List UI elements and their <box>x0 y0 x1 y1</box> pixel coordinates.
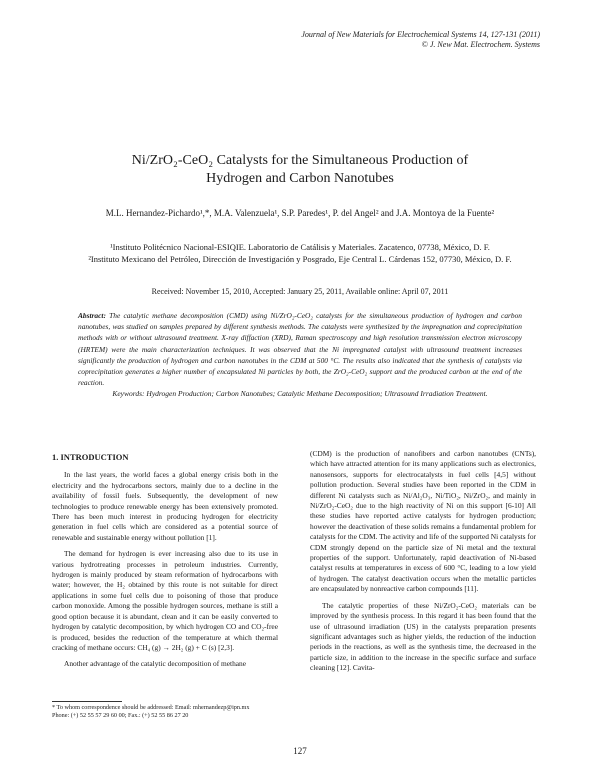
abstract <box>78 310 522 388</box>
paper-title-line1: Ni/ZrO₂-CeO₂ Catalysts for the Simultaneous Production of <box>131 153 469 168</box>
footnote-phone: Phone: (+) 52 55 57 29 60 00; Fax.: (+) 52 55 86 27 20 <box>52 712 189 719</box>
abstract-text: The catalytic methane decomposition (CMD) using Ni/ZrO₂-CeO₂ catalysts for the simultaneous production of hydrogen and carbon nanotubes, was studied on samples prepared by different synthesis methods. The catalysts were synthesized by the impregnation and coprecipitation methods with or without ultrasound treatment. X-ray diffaction (XRD), Raman spectroscopy and high resolution transmission electron microscopy (HRTEM) were the main characterization techniques. It was observed that the Ni impregnated catalyst with ultrasound treatment increases significantly the production of hydrogen and carbon nanotubes in the CDM at 500 °C. The results also indicated that the synthesis of catalysts via coprecipitation generates a higher number of encapsulated Ni particles by both, the ZrO₂-CeO₂ support and the produced carbon at the end of the reaction. <box>78 311 522 388</box>
paragraph: Another advantage of the catalytic decomposition of methane <box>64 659 247 669</box>
affiliation-1: ¹Instituto Politécnico Nacional-ESIQIE. Laboratorio de Catálisis y Materiales. Zacatenco, 07738, México, D. F. <box>110 242 490 252</box>
section-heading: 1. INTRODUCTION <box>52 452 129 462</box>
paragraph: In the last years, the world faces a global energy crisis both in the electricity and the hydrocarbons sectors, mainly due to a decline in the availability of fossil fuels. Subsequently, the development of new technologies to produce renewable energy has been extensively promoted. There has been much interest in producing hydrogen for electricity generation in fuel cells which are considered as a potential source of renewable and sustainable energy without pollution [1]. <box>52 470 278 542</box>
journal-copyright: © J. New Mat. Electrochem. Systems <box>421 40 540 49</box>
footnote-email: * To whom correspondence should be addressed: Email: mhernandezp@ipn.mx <box>52 704 250 711</box>
footnote <box>52 704 282 720</box>
paper-title <box>60 152 540 188</box>
paragraph: The catalytic properties of these Ni/ZrO₂-CeO₂ materials can be improved by the synthesis process. In this regard it has been found that the use of ultrasound irradiation (US) in the catalysts preparation presents significant advantages such as higher yields, the reduction of the induction periods in the reactions, as well as the synthesis time, the decreased in the particle size, in addition to the increase in the specific surface and surface cleaning [12]. Cavita- <box>310 600 536 673</box>
left-column <box>52 452 278 670</box>
journal-citation: Journal of New Materials for Electrochemical Systems 14, 127-131 (2011) <box>301 30 540 39</box>
footnote-divider <box>52 701 122 702</box>
affiliations <box>60 241 540 265</box>
keywords: Keywords: Hydrogen Production; Carbon Nanotubes; Catalytic Methane Decomposition; Ultrasound Irradiation Treatment. <box>112 389 488 398</box>
paragraph: The demand for hydrogen is ever increasing also due to its use in various hydrotreating processes in petroleum industries. Currently, hydrogen is mainly produced by steam reformation of hydrocarbons with water; however, the H₂ obtained by this route is not suitable for direct applications in some fuel cells due to poisoning of those that produce carbon monoxide. Among the possible hydrogen sources, methane is still a good option because it is abundant, clean and it can be easily converted to hydrogen by catalytic decomposition, by which hydrogen CO and CO₂-free is produced, besides the reduction of the temperature at which thermal cracking of methane occurs: CH₄ (g) → 2H₂ (g) + C (s) [2,3]. <box>52 549 278 652</box>
affiliation-2: ²Instituto Mexicano del Petróleo, Dirección de Investigación y Posgrado, Eje Central L. Cárdenas 152, 07730, México, D. F. <box>88 254 512 264</box>
paper-title-line2: Hydrogen and Carbon Nanotubes <box>206 171 394 186</box>
received-dates: Received: November 15, 2010, Accepted: January 25, 2011, Available online: April 07, 2011 <box>151 287 449 296</box>
right-column <box>310 449 536 674</box>
authors: M.L. Hernandez-Pichardo¹,*, M.A. Valenzuela¹, S.P. Paredes¹, P. del Angel² and J.A. Montoya de la Fuente² <box>105 208 495 218</box>
abstract-label: Abstract: <box>78 311 106 320</box>
page-number: 127 <box>293 746 307 756</box>
paragraph: (CDM) is the production of nanofibers and carbon nanotubes (CNTs), which have attracted attention for its many applications such as electronics, nanosensors, supports for electrocatalysts in fuel cells [4,5] without pollution production. Several studies have been reported in the CDM in different Ni catalysts such as Ni/Al₂O₃, Ni/TiO₂, Ni/ZrO₂, and mainly in Ni/ZrO₂-CeO₂ due to the high reactivity of Ni on this support [6-10] All these studies have reported active catalysts for hydrogen production; however the deactivation of these solids remains a fundamental problem for catalysts for the CDM. The activity and life of the supported Ni catalysts for CDM strongly depend on the particle size of Ni metal and the textural properties of the support. Unfortunately, rapid deactivation of Ni-based catalyst results at temperatures in excess of 600 °C, leading to a low yield of hydrogen. The catalyst deactivation occurs when the metallic particles are encapsulated by nonreactive carbon compounds [11]. <box>310 449 536 594</box>
journal-header <box>301 30 540 50</box>
